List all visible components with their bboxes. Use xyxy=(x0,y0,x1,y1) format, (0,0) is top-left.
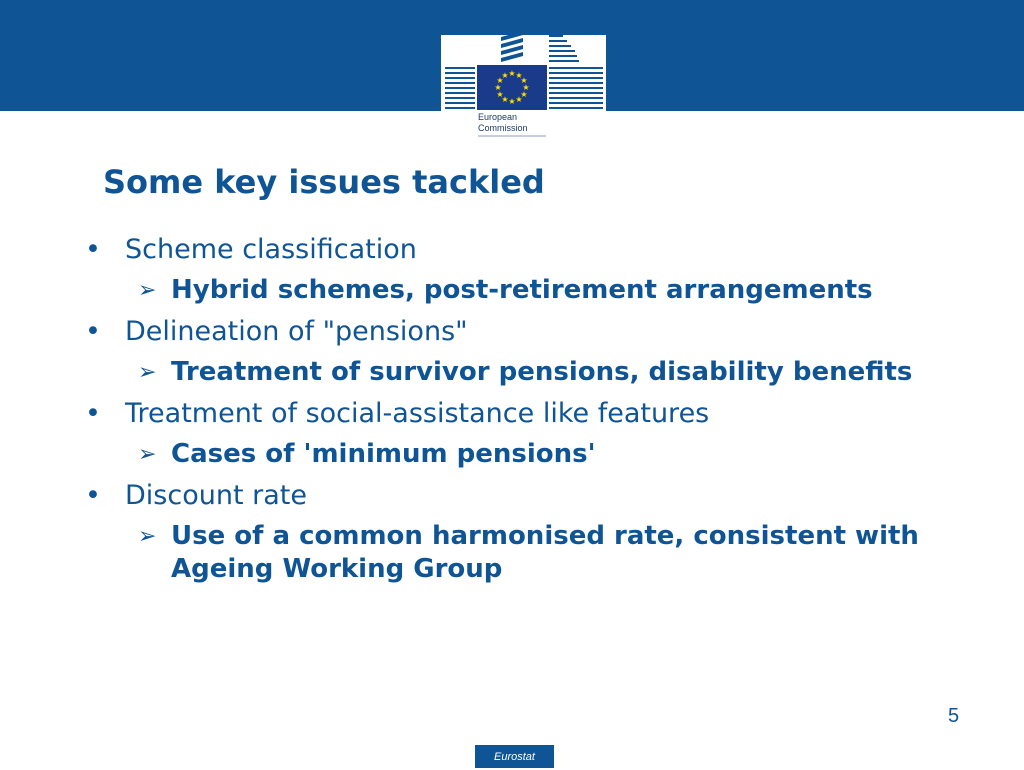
svg-text:★: ★ xyxy=(494,83,502,92)
svg-text:★: ★ xyxy=(501,95,509,104)
svg-text:★: ★ xyxy=(508,97,516,106)
list-item xyxy=(0,397,1024,479)
svg-text:★: ★ xyxy=(520,90,528,99)
bullet-dot-icon: • xyxy=(85,480,101,511)
bullet-dot-icon: • xyxy=(85,234,101,265)
bullet-level-2: ➢ Treatment of survivor pensions, disability benefits xyxy=(138,357,913,387)
arrowhead-bullet-icon: ➢ xyxy=(138,278,157,303)
slide-title: Some key issues tackled xyxy=(103,163,545,201)
bullet-level-2: ➢ Cases of 'minimum pensions' xyxy=(138,439,596,469)
bullet-level-1: • Delineation of "pensions" xyxy=(85,316,468,347)
bullet-level-1: • Treatment of social-assistance like features xyxy=(85,398,710,429)
svg-text:★: ★ xyxy=(520,76,528,85)
bullet-dot-icon: • xyxy=(85,316,101,347)
bullet-dot-icon: • xyxy=(85,398,101,429)
list-item xyxy=(0,479,1024,594)
logo-text: European Commission xyxy=(478,112,528,133)
svg-text:★: ★ xyxy=(496,90,504,99)
bullet-level-1: • Discount rate xyxy=(85,480,307,511)
svg-text:★: ★ xyxy=(508,69,516,78)
european-commission-logo xyxy=(441,35,606,142)
arrowhead-bullet-icon: ➢ xyxy=(138,442,157,467)
bullet-level-1: • Scheme classification xyxy=(85,234,417,265)
arrowhead-bullet-icon: ➢ xyxy=(138,360,157,385)
bullet-list xyxy=(0,233,1024,594)
svg-text:★: ★ xyxy=(515,95,523,104)
bullet-level-2: ➢ Hybrid schemes, post-retirement arrangements xyxy=(138,275,873,305)
eurostat-footer-tab: Eurostat xyxy=(475,745,554,768)
svg-text:★: ★ xyxy=(522,83,530,92)
page-number: 5 xyxy=(948,705,960,727)
arrowhead-bullet-icon: ➢ xyxy=(138,524,157,549)
svg-text:★: ★ xyxy=(501,71,509,80)
list-item xyxy=(0,315,1024,397)
list-item xyxy=(0,233,1024,315)
svg-text:★: ★ xyxy=(515,71,523,80)
svg-text:★: ★ xyxy=(496,76,504,85)
bullet-level-2: ➢ Use of a common harmonised rate, consistent with Ageing Working Group xyxy=(138,521,919,584)
